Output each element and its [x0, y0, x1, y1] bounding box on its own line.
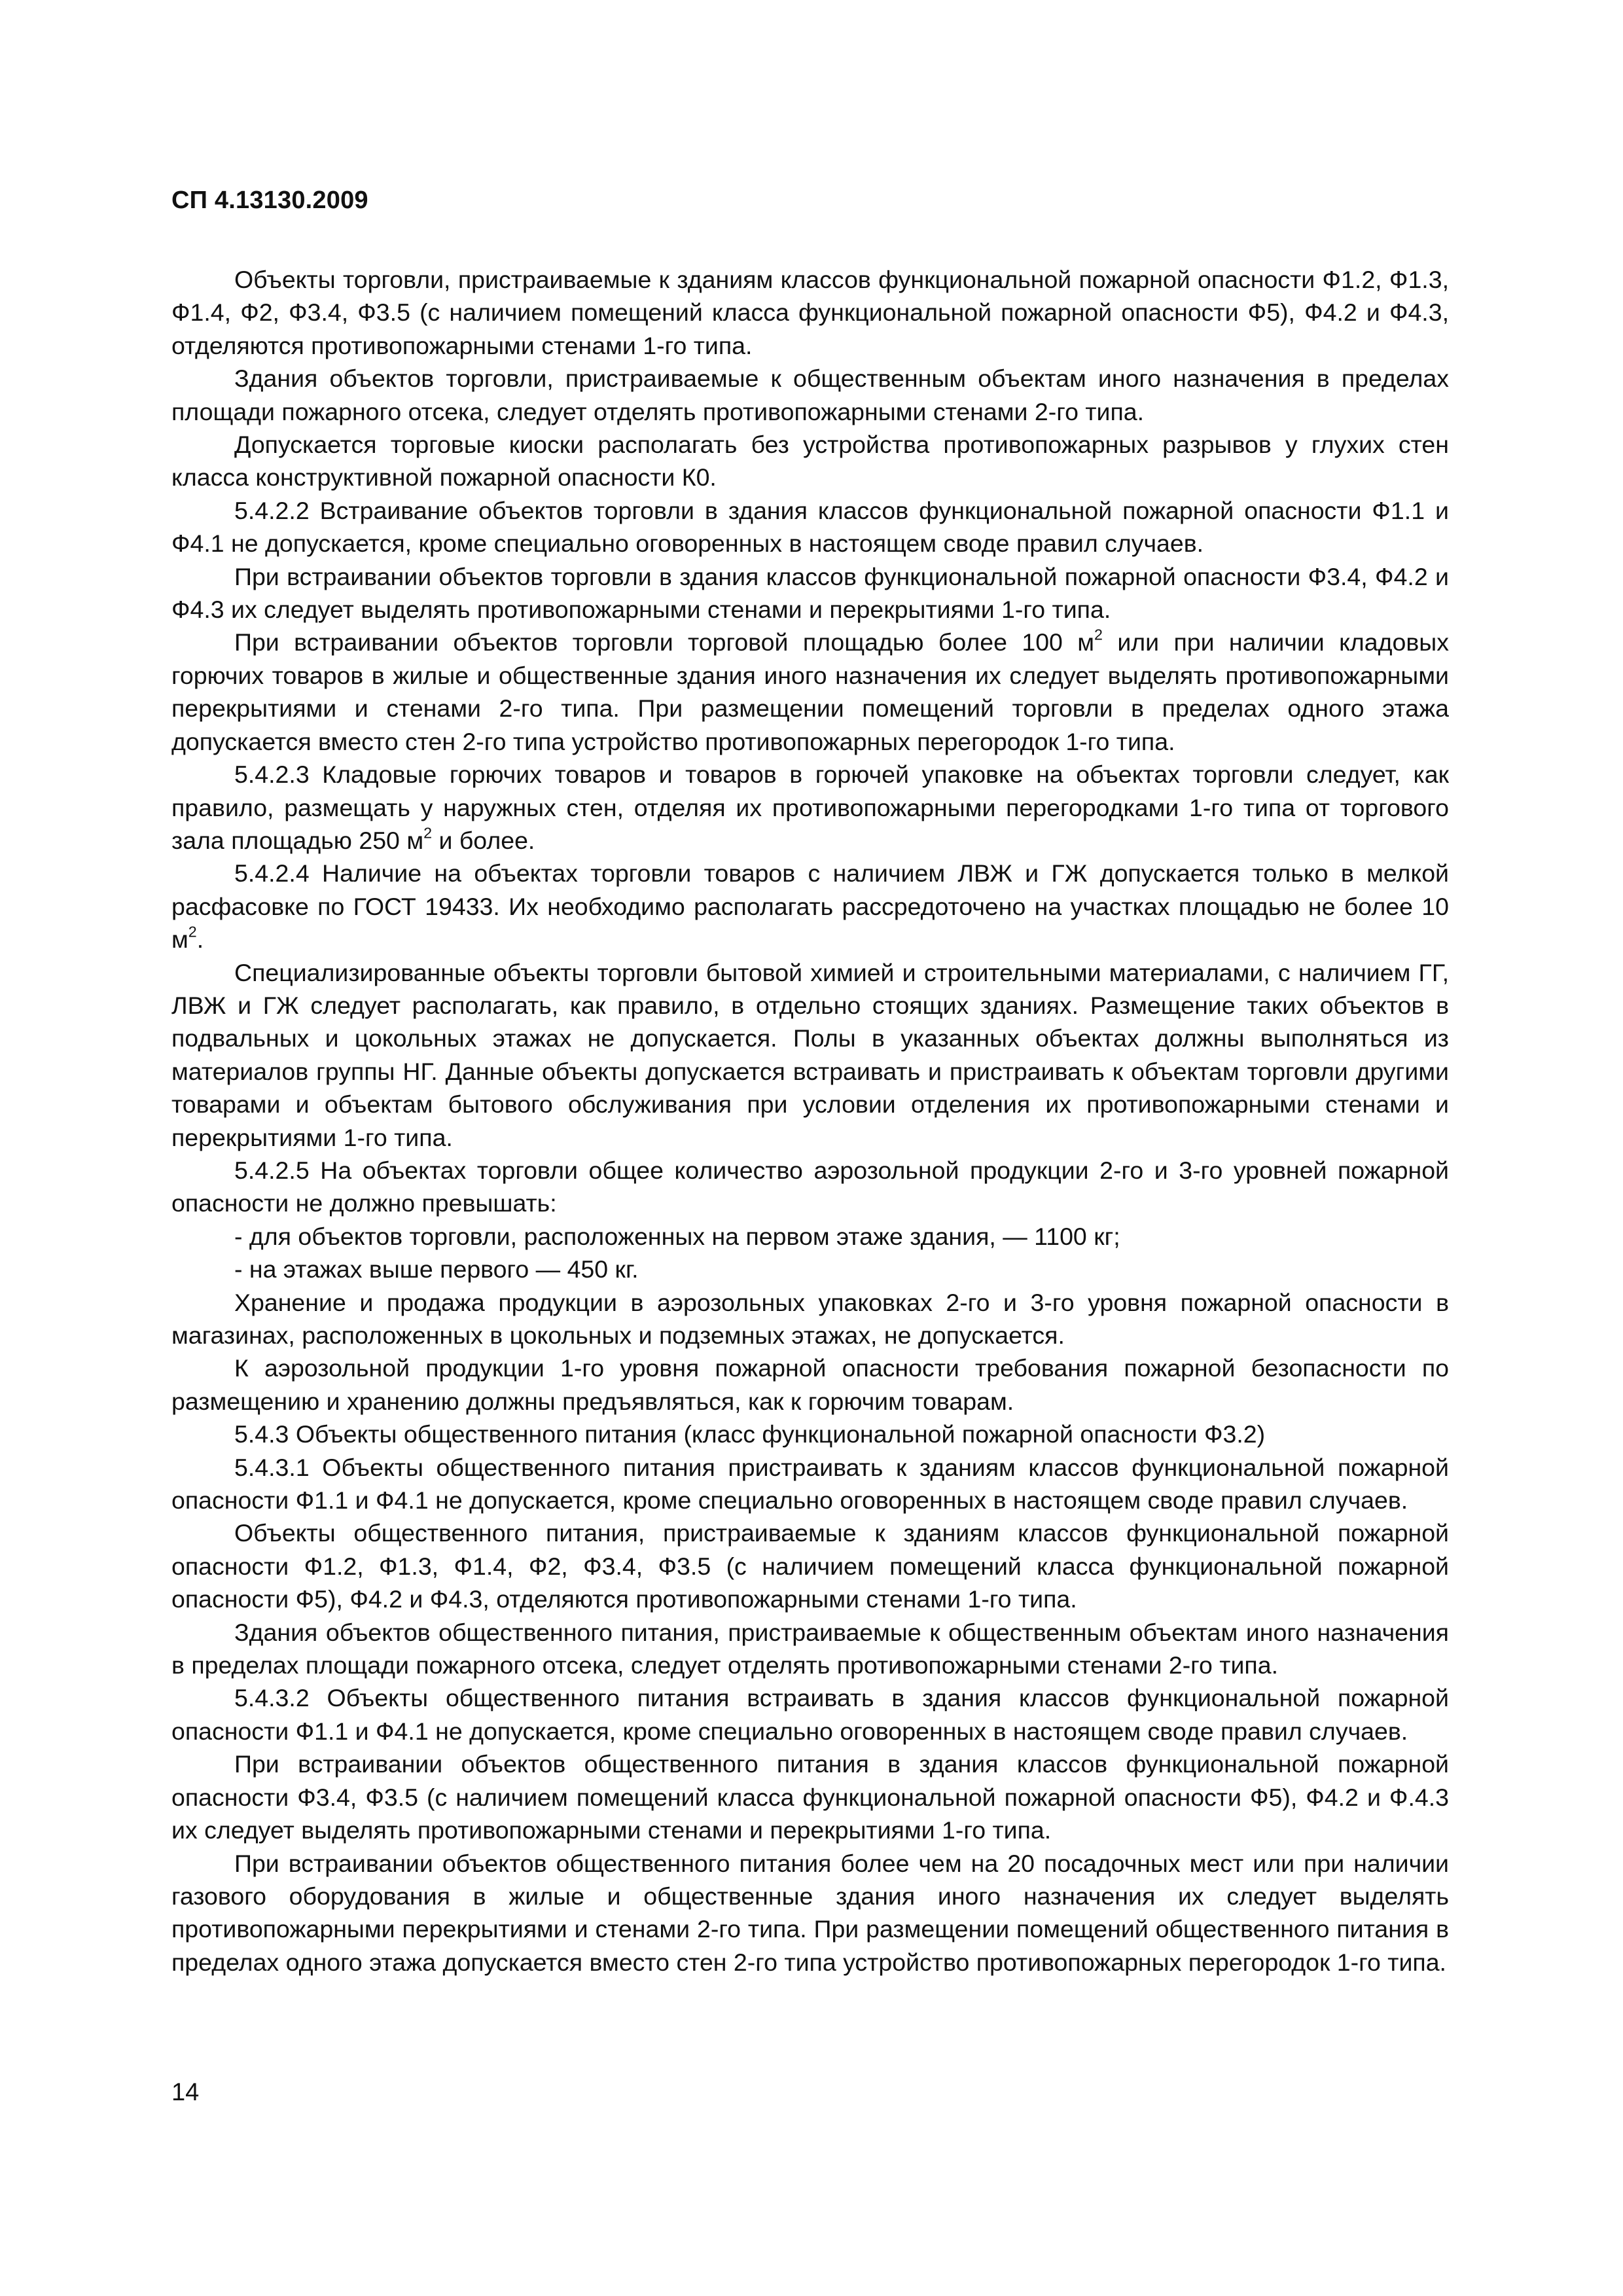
- paragraph-text: При встраивании объектов общественного питания более чем на 20 посадочных мест или при наличии газового оборудования в жилые и общественные здания иного назначения их следует выделять противопожарными перекрытиями и стенами 2-го типа. При размещении помещений общественного питания в пределах одного этажа допускается вместо стен 2-го типа устройство противопожарных перегородок 1-го типа.: [171, 1849, 1449, 1976]
- superscript: 2: [423, 824, 433, 842]
- paragraph: [171, 1352, 1449, 1418]
- paragraph: [171, 494, 1449, 560]
- paragraph: [171, 1418, 1449, 1450]
- paragraph: [171, 263, 1449, 362]
- paragraph: [171, 1681, 1449, 1748]
- paragraph-text: При встраивании объектов общественного питания в здания классов функциональной пожарной опасности Ф3.4, Ф3.5 (с наличием помещений класса функциональной пожарной опасности Ф5), Ф4.2 и Ф.4.3 их следует выделять противопожарными стенами и перекрытиями 1-го типа.: [171, 1750, 1449, 1844]
- paragraph-text: 5.4.3.2 Объекты общественного питания встраивать в здания классов функциональной пожарной опасности Ф1.1 и Ф4.1 не допускается, кроме специально оговоренных в настоящем своде правил случаев.: [171, 1684, 1449, 1745]
- paragraph: [171, 626, 1449, 758]
- paragraph-text: При встраивании объектов торговли в здания классов функциональной пожарной опасности Ф3.4, Ф4.2 и Ф4.3 их следует выделять противопожарными стенами и перекрытиями 1-го типа.: [171, 562, 1449, 624]
- paragraph: [171, 857, 1449, 956]
- paragraph: [171, 758, 1449, 857]
- document-body: [171, 263, 1449, 1979]
- paragraph: [171, 1220, 1449, 1253]
- paragraph-text: 5.4.2.4 Наличие на объектах торговли товаров с наличием ЛВЖ и ГЖ допускается только в мелкой расфасовке по ГОСТ 19433. Их необходимо располагать рассредоточено на участках площадью не более 10 м: [171, 859, 1449, 954]
- paragraph-text: 5.4.2.5 На объектах торговли общее количество аэрозольной продукции 2-го и 3-го уровней пожарной опасности не должно превышать:: [171, 1156, 1449, 1217]
- paragraph: [171, 1451, 1449, 1517]
- paragraph-text: Здания объектов общественного питания, пристраиваемые к общественным объектам иного назначения в пределах площади пожарного отсека, следует отделять противопожарными стенами 2-го типа.: [171, 1618, 1449, 1679]
- paragraph: [171, 1516, 1449, 1615]
- paragraph: [171, 1253, 1449, 1285]
- paragraph: [171, 1748, 1449, 1846]
- paragraph-text: 5.4.2.3 Кладовые горючих товаров и товаров в горючей упаковке на объектах торговли следует, как правило, размещать у наружных стен, отделяя их противопожарными перегородками 1-го типа от торгового зала площадью 250 м: [171, 761, 1449, 854]
- superscript: 2: [1094, 626, 1103, 644]
- paragraph-text: 5.4.3 Объекты общественного питания (класс функциональной пожарной опасности Ф3.2): [234, 1420, 1266, 1448]
- paragraph-text: Хранение и продажа продукции в аэрозольных упаковках 2-го и 3-го уровня пожарной опасности в магазинах, расположенных в цокольных и подземных этажах, не допускается.: [171, 1288, 1449, 1349]
- paragraph-text: Допускается торговые киоски располагать без устройства противопожарных разрывов у глухих стен класса конструктивной пожарной опасности К0.: [171, 431, 1449, 492]
- paragraph-text: Объекты торговли, пристраиваемые к зданиям классов функциональной пожарной опасности Ф1.2, Ф1.3, Ф1.4, Ф2, Ф3.4, Ф3.5 (с наличием помещений класса функциональной пожарной опасности Ф5), Ф4.2 и Ф4.3, отделяются противопожарными стенами 1-го типа.: [171, 266, 1449, 359]
- paragraph: [171, 428, 1449, 494]
- paragraph-text: Специализированные объекты торговли бытовой химией и строительными материалами, с наличием ГГ, ЛВЖ и ГЖ следует располагать, как правило, в отдельно стоящих зданиях. Размещение таких объектов в подвальных и цокольных этажах не допускается. Полы в указанных объектах должны выполняться из материалов группы НГ. Данные объекты допускается встраивать и пристраивать к объектам торговли другими товарами и объектам бытового обслуживания при условии отделения их противопожарными стенами и перекрытиями 1-го типа.: [171, 958, 1449, 1151]
- paragraph: [171, 956, 1449, 1154]
- paragraph: [171, 1616, 1449, 1682]
- paragraph-text: или при наличии кладовых горючих товаров в жилые и общественные здания иного назначения их следует выделять противопожарными перекрытиями и стенами 2-го типа. При размещении помещений торговли в пределах одного этажа допускается вместо стен 2-го типа устройство противопожарных перегородок 1-го типа.: [171, 628, 1449, 755]
- paragraph-text: 5.4.3.1 Объекты общественного питания пристраивать к зданиям классов функциональной пожарной опасности Ф1.1 и Ф4.1 не допускается, кроме специально оговоренных в настоящем своде правил случаев.: [171, 1453, 1449, 1515]
- paragraph-text: К аэрозольной продукции 1-го уровня пожарной опасности требования пожарной безопасности по размещению и хранению должны предъявляться, как к горючим товарам.: [171, 1354, 1449, 1415]
- paragraph-text: - на этажах выше первого — 450 кг.: [234, 1255, 639, 1283]
- paragraph-text: Здания объектов торговли, пристраиваемые к общественным объектам иного назначения в пределах площади пожарного отсека, следует отделять противопожарными стенами 2-го типа.: [171, 365, 1449, 425]
- paragraph-text: 5.4.2.2 Встраивание объектов торговли в здания классов функциональной пожарной опасности Ф1.1 и Ф4.1 не допускается, кроме специально оговоренных в настоящем своде правил случаев.: [171, 496, 1449, 558]
- paragraph: [171, 560, 1449, 626]
- paragraph-text: Объекты общественного питания, пристраиваемые к зданиям классов функциональной пожарной опасности Ф1.2, Ф1.3, Ф1.4, Ф2, Ф3.4, Ф3.5 (с наличием помещений класса функциональной пожарной опасности Ф5), Ф4.2 и Ф4.3, отделяются противопожарными стенами 1-го типа.: [171, 1519, 1449, 1613]
- paragraph-text: и более.: [432, 826, 535, 854]
- page-number: 14: [171, 2079, 200, 2106]
- paragraph: [171, 1286, 1449, 1352]
- superscript: 2: [188, 923, 197, 941]
- paragraph-text: .: [196, 925, 204, 954]
- paragraph: [171, 1847, 1449, 1979]
- document-code-header: СП 4.13130.2009: [171, 187, 368, 214]
- paragraph-text: - для объектов торговли, расположенных на первом этаже здания, — 1100 кг;: [234, 1222, 1120, 1250]
- paragraph-text: При встраивании объектов торговли торговой площадью более 100 м: [234, 628, 1095, 656]
- paragraph: [171, 1154, 1449, 1220]
- paragraph: [171, 362, 1449, 428]
